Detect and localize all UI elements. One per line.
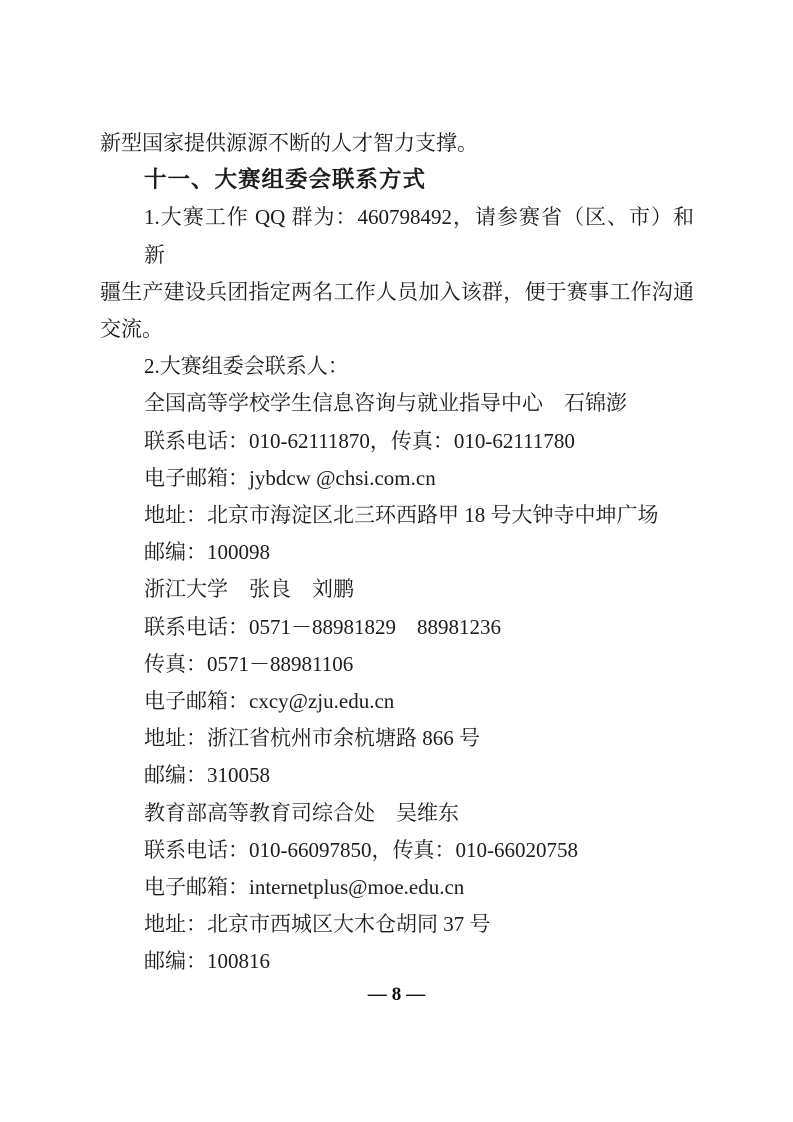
- contact-postcode-3: 邮编：100816: [144, 949, 270, 974]
- page-footer: [0, 984, 793, 1006]
- section-heading: 十一、大赛组委会联系方式: [144, 167, 427, 194]
- contact-email-2: 电子邮箱：cxcy@zju.edu.cn: [144, 689, 395, 714]
- page-number: 8: [391, 984, 402, 1005]
- contact-org-name-3: 教育部高等教育司综合处 吴维东: [144, 800, 459, 825]
- contact-fax-2: 传真：0571－88981106: [144, 651, 354, 676]
- contact-email-3: 电子邮箱：internetplus@moe.edu.cn: [144, 875, 465, 900]
- contact-org-name-2: 浙江大学 张良 刘鹏: [144, 577, 354, 602]
- document-body: [100, 125, 694, 981]
- contact-org-name-1: 全国高等学校学生信息咨询与就业指导中心 石锦澎: [144, 391, 627, 416]
- paragraph-line-1: 1.大赛工作 QQ 群为：460798492，请参赛省（区、市）和新: [144, 205, 694, 267]
- contacts-intro-line: 2.大赛组委会联系人：: [144, 354, 349, 379]
- contact-address-1: 地址：北京市海淀区北三环西路甲 18 号大钟寺中坤广场: [144, 503, 659, 528]
- contact-address-2: 地址：浙江省杭州市余杭塘路 866 号: [144, 726, 480, 751]
- contact-phone-fax-3: 联系电话：010-66097850，传真：010-66020758: [144, 837, 578, 862]
- paragraph-line-3: 交流。: [100, 317, 163, 342]
- contact-phone-fax-1: 联系电话：010-62111870，传真：010-62111780: [144, 428, 575, 453]
- footer-dash-right: —: [406, 984, 426, 1005]
- contact-address-3: 地址：北京市西城区大木仓胡同 37 号: [144, 912, 491, 937]
- footer-dash-left: —: [367, 984, 387, 1005]
- contact-phone-2: 联系电话：0571－88981829 88981236: [144, 614, 501, 639]
- paragraph-continuation-line: 新型国家提供源源不断的人才智力支撑。: [100, 131, 478, 155]
- paragraph-line-2: 疆生产建设兵团指定两名工作人员加入该群，便于赛事工作沟通: [100, 279, 694, 304]
- contact-postcode-2: 邮编：310058: [144, 763, 270, 788]
- contact-email-1: 电子邮箱：jybdcw @chsi.com.cn: [144, 465, 436, 490]
- contact-postcode-1: 邮编：100098: [144, 540, 270, 565]
